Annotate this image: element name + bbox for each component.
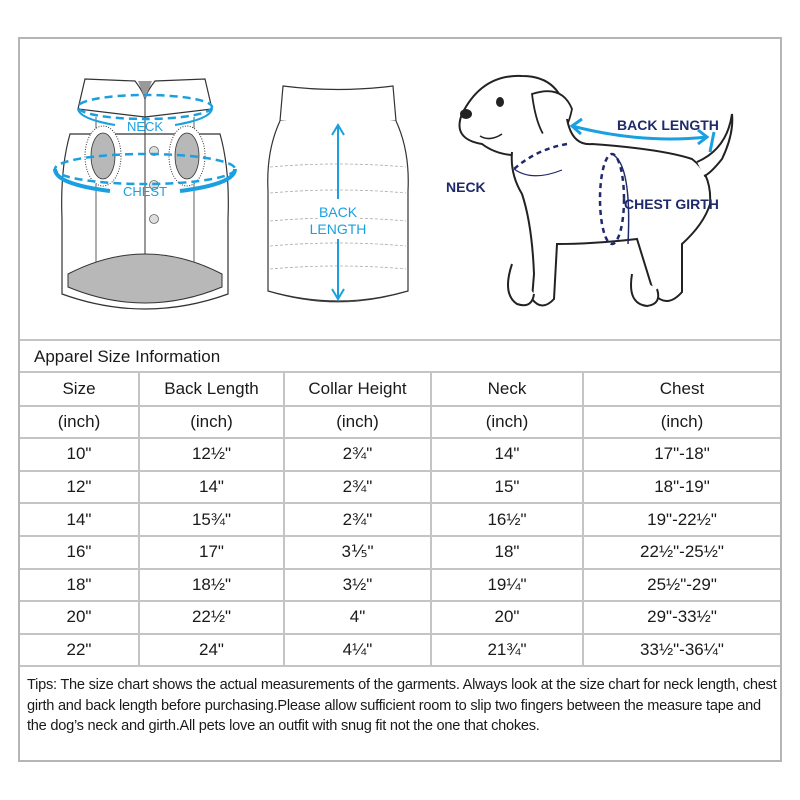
chest-cell: 17"-18" xyxy=(583,438,780,471)
measurement-illustrations xyxy=(20,39,780,341)
neck-cell: 15" xyxy=(431,471,583,504)
table-row xyxy=(20,601,780,634)
neck-cell: 20" xyxy=(431,601,583,634)
header-size: Size xyxy=(20,373,139,406)
table-row xyxy=(20,438,780,471)
size-cell: 18" xyxy=(20,569,139,602)
chest-cell: 19"-22½" xyxy=(583,503,780,536)
back-length-cell: 15¾" xyxy=(139,503,284,536)
units-row xyxy=(20,406,780,439)
unit-cell: (inch) xyxy=(139,406,284,439)
collar-height-cell: 4¼" xyxy=(284,634,431,667)
chest-label: CHEST xyxy=(122,184,168,199)
unit-cell: (inch) xyxy=(20,406,139,439)
back-length-label: BACK LENGTH xyxy=(617,117,719,133)
vest-front-illustration xyxy=(40,69,250,319)
header-chest: Chest xyxy=(583,373,780,406)
size-cell: 10" xyxy=(20,438,139,471)
back-label-line1: BACK xyxy=(318,204,358,220)
table-row xyxy=(20,503,780,536)
dog-illustration xyxy=(442,64,772,334)
table-row xyxy=(20,536,780,569)
neck-cell: 21¾" xyxy=(431,634,583,667)
table-row xyxy=(20,471,780,504)
size-cell: 16" xyxy=(20,536,139,569)
collar-height-cell: 3½" xyxy=(284,569,431,602)
header-neck: Neck xyxy=(431,373,583,406)
header-back-length: Back Length xyxy=(139,373,284,406)
size-cell: 22" xyxy=(20,634,139,667)
collar-height-cell: 2¾" xyxy=(284,471,431,504)
chest-girth-label: CHEST GIRTH xyxy=(624,196,719,212)
back-length-cell: 17" xyxy=(139,536,284,569)
chest-cell: 22½"-25½" xyxy=(583,536,780,569)
back-length-cell: 14" xyxy=(139,471,284,504)
tips-text: Tips: The size chart shows the actual measurements of the garments. Always look at the size chart for neck length, chest girth and back length before purchasing.Please allow sufficient room to slip two fingers between the measure tape and the dog’s neck and girth.All pets love an outfit with snug fit not the one that chokes. xyxy=(27,677,777,734)
neck-label-dog: NECK xyxy=(446,179,486,195)
neck-cell: 16½" xyxy=(431,503,583,536)
back-label-line2: LENGTH xyxy=(309,221,367,237)
neck-cell: 14" xyxy=(431,438,583,471)
collar-height-cell: 2¾" xyxy=(284,438,431,471)
chest-cell: 33½"-36¼" xyxy=(583,634,780,667)
size-cell: 14" xyxy=(20,503,139,536)
size-table xyxy=(20,373,780,667)
unit-cell: (inch) xyxy=(284,406,431,439)
chest-cell: 29"-33½" xyxy=(583,601,780,634)
chest-cell: 25½"-29" xyxy=(583,569,780,602)
collar-height-cell: 2¾" xyxy=(284,503,431,536)
size-cell: 20" xyxy=(20,601,139,634)
header-collar-height: Collar Height xyxy=(284,373,431,406)
table-row xyxy=(20,569,780,602)
table-row xyxy=(20,634,780,667)
collar-height-cell: 4" xyxy=(284,601,431,634)
unit-cell: (inch) xyxy=(583,406,780,439)
vest-back-illustration xyxy=(258,81,418,311)
back-length-cell: 18½" xyxy=(139,569,284,602)
size-chart xyxy=(18,37,782,762)
table-title: Apparel Size Information xyxy=(20,341,780,373)
unit-cell: (inch) xyxy=(431,406,583,439)
collar-height-cell: 3⅕" xyxy=(284,536,431,569)
neck-cell: 19¼" xyxy=(431,569,583,602)
size-cell: 12" xyxy=(20,471,139,504)
back-length-cell: 12½" xyxy=(139,438,284,471)
header-row xyxy=(20,373,780,406)
back-length-cell: 22½" xyxy=(139,601,284,634)
neck-cell: 18" xyxy=(431,536,583,569)
chest-cell: 18"-19" xyxy=(583,471,780,504)
neck-label: NECK xyxy=(126,119,164,134)
back-length-cell: 24" xyxy=(139,634,284,667)
